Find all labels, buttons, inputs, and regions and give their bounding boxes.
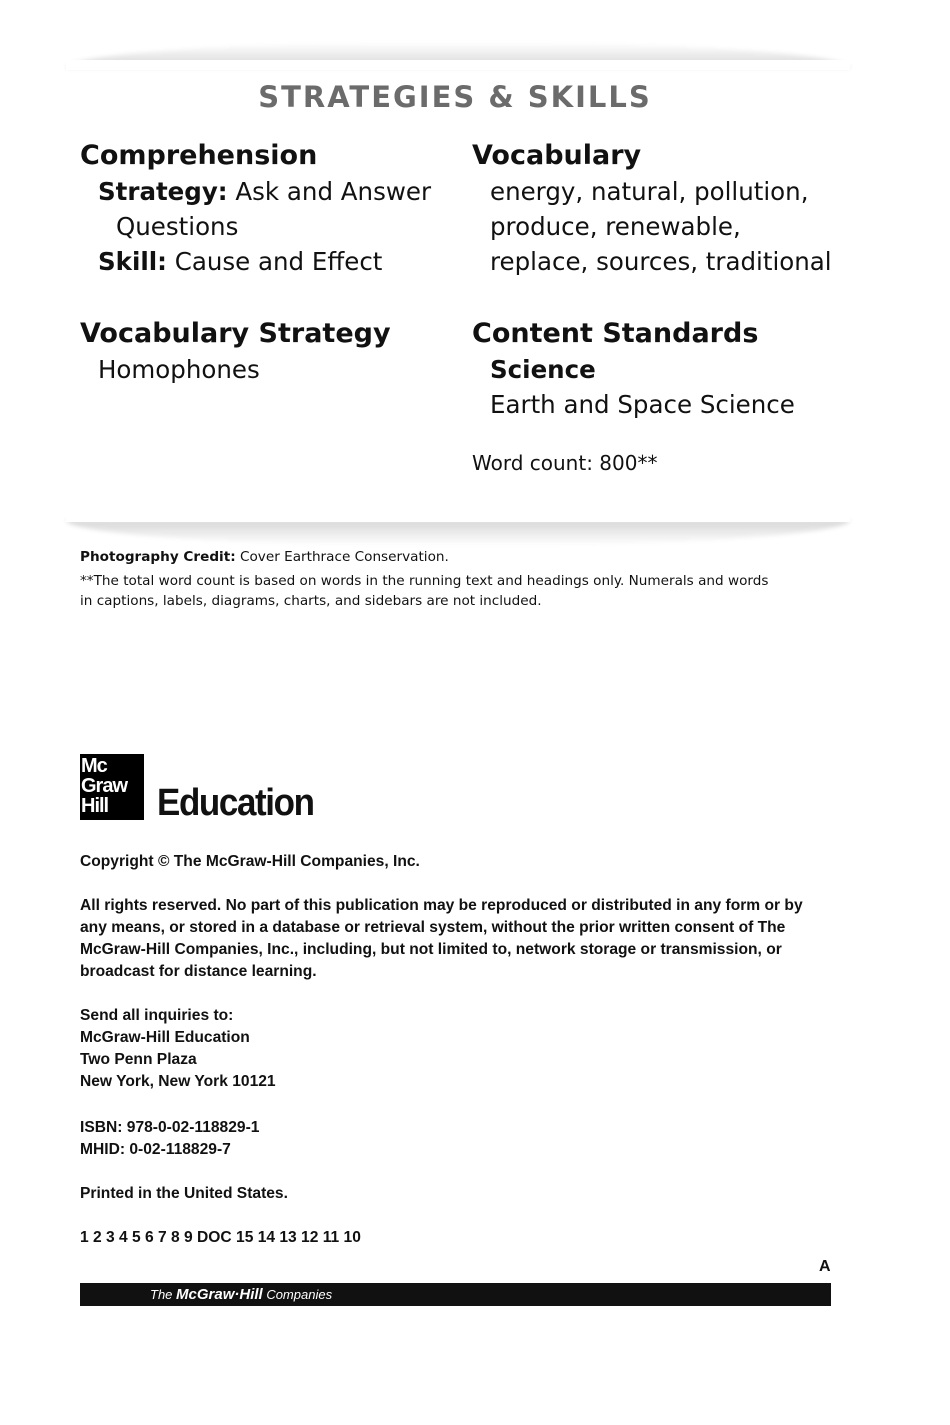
inquiries-block (80, 1005, 840, 1093)
mhid-line: MHID: 0-02-118829-7 (80, 1141, 231, 1158)
vocabulary-strategy-heading: Vocabulary Strategy (80, 318, 391, 349)
inquiries-line-2: McGraw-Hill Education (80, 1029, 250, 1046)
vocabulary-line-1: energy, natural, pollution, (490, 177, 809, 206)
strategy-value: Ask and Answer (227, 177, 432, 206)
rights-line-2: any means, or stored in a database or retrieval system, without the prior written consent of The (80, 919, 786, 936)
logo-mark-line-1: Mc (81, 755, 107, 777)
mcgraw-hill-education-logo (80, 754, 327, 824)
footer-bar (80, 1283, 831, 1306)
page-letter: A (819, 1258, 831, 1275)
footer-brand (150, 1286, 332, 1304)
footer-brand-name: McGraw·Hill (176, 1286, 263, 1303)
logo-wordmark: Education (157, 782, 314, 824)
logo-mark-line-2: Graw (81, 775, 128, 797)
isbn-line: ISBN: 978-0-02-118829-1 (80, 1119, 260, 1136)
mcgraw-hill-logo-mark (80, 754, 144, 820)
vocabulary-line-2: produce, renewable, (490, 212, 741, 241)
word-count-note-line-2: in captions, labels, diagrams, charts, and sidebars are not included. (80, 593, 542, 609)
top-band (66, 60, 850, 70)
strategy-label: Strategy: (98, 177, 228, 206)
word-count-note-line-1: **The total word count is based on words in the running text and headings only. Numerals and words (80, 573, 769, 589)
inquiries-line-1: Send all inquiries to: (80, 1007, 234, 1024)
rights-paragraph (80, 895, 840, 983)
content-standards-section (472, 316, 850, 422)
comprehension-heading: Comprehension (80, 140, 318, 171)
bottom-band (66, 512, 850, 522)
vocabulary-strategy-value: Homophones (98, 355, 260, 384)
strategy-continuation: Questions (116, 212, 239, 241)
content-standards-topic: Earth and Space Science (490, 390, 795, 419)
footer-the: The (150, 1287, 177, 1302)
copyright-line: Copyright © The McGraw-Hill Companies, Inc. (80, 853, 420, 870)
identifiers-block (80, 1117, 840, 1161)
inquiries-line-4: New York, New York 10121 (80, 1073, 276, 1090)
vocabulary-line-3: replace, sources, traditional (490, 247, 832, 276)
content-standards-heading: Content Standards (472, 318, 759, 349)
credits-block (80, 547, 840, 611)
content-standards-subject: Science (490, 355, 596, 384)
word-count: Word count: 800** (472, 451, 658, 475)
photo-credit-line (80, 547, 840, 567)
page-title: STRATEGIES & SKILLS (258, 80, 652, 114)
photo-credit-value: Cover Earthrace Conservation. (235, 549, 449, 565)
rights-line-3: McGraw-Hill Companies, Inc., including, but not limited to, network storage or transmission, or (80, 941, 782, 958)
printed-line: Printed in the United States. (80, 1185, 288, 1202)
vocabulary-section (472, 138, 850, 279)
skill-label: Skill: (98, 247, 167, 276)
vocabulary-strategy-section (80, 316, 460, 387)
rights-line-4: broadcast for distance learning. (80, 963, 317, 980)
vocabulary-heading: Vocabulary (472, 140, 642, 171)
logo-mark-line-3: Hill (81, 795, 109, 817)
rights-line-1: All rights reserved. No part of this publication may be reproduced or distributed in any form or by (80, 897, 803, 914)
comprehension-section (80, 138, 460, 279)
strategy-line (80, 174, 460, 209)
skill-line (80, 244, 460, 279)
photo-credit-label: Photography Credit: (80, 549, 236, 565)
print-run-line: 1 2 3 4 5 6 7 8 9 DOC 15 14 13 12 11 10 (80, 1229, 361, 1246)
bottom-shadow-divider (66, 520, 850, 546)
footer-companies: Companies (262, 1287, 333, 1302)
inquiries-line-3: Two Penn Plaza (80, 1051, 197, 1068)
skill-value: Cause and Effect (166, 247, 383, 276)
